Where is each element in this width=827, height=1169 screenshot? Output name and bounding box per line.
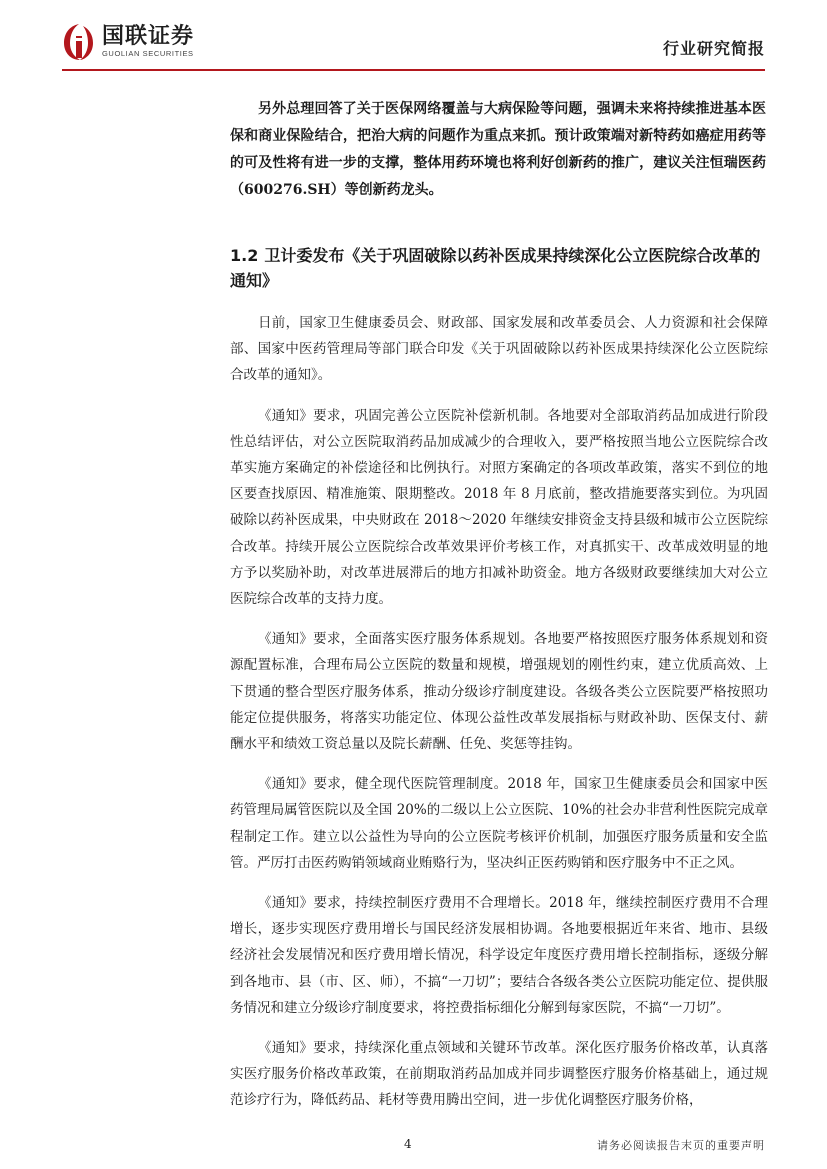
page-header — [0, 0, 827, 80]
section-body — [230, 310, 768, 1128]
logo-english-name: GUOLIAN SECURITIES — [102, 49, 194, 58]
footer-disclaimer: 请务必阅读报告末页的重要声明 — [597, 1139, 765, 1152]
body-paragraph: 《通知》要求，健全现代医院管理制度。2018 年，国家卫生健康委员会和国家中医药管理局属管医院以及全国 20%的二级以上公立医院、10%的社会办非营利性医院完成章程制定工作。建立以公益性为导向的公立医院考核评价机制，加强医疗服务质量和安全监管。严厉打击医药购销领域商业贿赂行为，坚决纠正医药购销和医疗服务中不正之风。 — [230, 776, 768, 871]
lead-paragraph: 另外总理回答了关于医保网络覆盖与大病保险等问题，强调未来将持续推进基本医保和商业保险结合，把治大病的问题作为重点来抓。预计政策端对新特药如癌症用药等的可及性将有进一步的支撑，整体用药环境也将利好创新药的推广，建议关注恒瑞医药（600276.SH）等创新药龙头。 — [230, 101, 766, 198]
logo-chinese-name: 国联证券 — [102, 24, 195, 49]
body-paragraph: 《通知》要求，持续深化重点领域和关键环节改革。深化医疗服务价格改革，认真落实医疗服务价格改革政策，在前期取消药品加成并同步调整医疗服务价格基础上，通过规范诊疗行为，降低药品、耗材等费用腾出空间，进一步优化调整医疗服务价格， — [230, 1040, 768, 1109]
header-divider — [62, 69, 765, 71]
section-heading — [230, 243, 775, 293]
section-title-text: 卫计委发布《关于巩固破除以药补医成果持续深化公立医院综合改革的通知》 — [230, 246, 761, 290]
section-number: 1.2 — [230, 246, 259, 265]
lead-block — [230, 96, 766, 204]
report-type-label: 行业研究简报 — [662, 39, 765, 58]
body-paragraph: 《通知》要求，全面落实医疗服务体系规划。各地要严格按照医疗服务体系规划和资源配置标准，合理布局公立医院的数量和规模，增强规划的刚性约束，建立优质高效、上下贯通的整合型医疗服务体系，推动分级诊疗制度建设。各级各类公立医院要严格按照功能定位提供服务，将落实功能定位、体现公益性改革发展指标与财政补助、医保支付、薪酬水平和绩效工资总量以及院长薪酬、任免、奖惩等挂钩。 — [230, 631, 768, 753]
page-number: 4 — [404, 1137, 412, 1151]
company-logo — [62, 22, 194, 62]
guolian-logo-icon — [62, 22, 96, 62]
body-paragraph: 日前，国家卫生健康委员会、财政部、国家发展和改革委员会、人力资源和社会保障部、国家中医药管理局等部门联合印发《关于巩固破除以药补医成果持续深化公立医院综合改革的通知》。 — [230, 315, 768, 384]
body-paragraph: 《通知》要求，巩固完善公立医院补偿新机制。各地要对全部取消药品加成进行阶段性总结评估，对公立医院取消药品加成减少的合理收入，要严格按照当地公立医院综合改革实施方案确定的补偿途径和比例执行。对照方案确定的各项改革政策，落实不到位的地区要查找原因、精准施策、限期整改。2018 年 8 月底前，整改措施要落实到位。为巩固破除以药补医成果，中央财政在 2018～2020 年继续安排资金支持县级和城市公立医院综合改革。持续开展公立医院综合改革效果评价考核工作，对真抓实干、改革成效明显的地方予以奖励补助，对改革进展滞后的地方扣减补助资金。地方各级财政要继续加大对公立医院综合改革的支持力度。 — [230, 407, 768, 608]
body-paragraph: 《通知》要求，持续控制医疗费用不合理增长。2018 年，继续控制医疗费用不合理增长，逐步实现医疗费用增长与国民经济发展相协调。各地要根据近年来省、地市、县级经济社会发展情况和医疗费用增长情况，科学设定年度医疗费用增长控制指标，逐级分解到各地市、县（市、区、师），不搞“一刀切”；要结合各级各类公立医院功能定位、提供服务情况和建立分级诊疗制度要求，将控费指标细化分解到每家医院，不搞“一刀切”。 — [230, 895, 768, 1016]
